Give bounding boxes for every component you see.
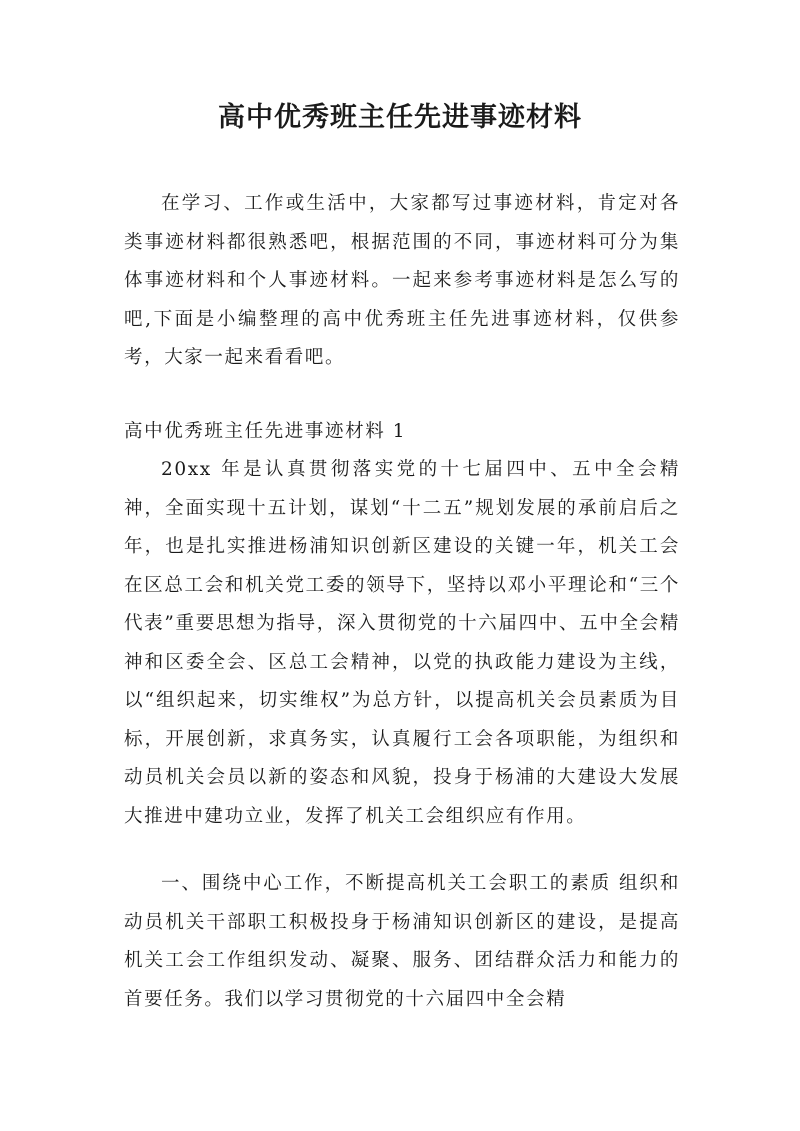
intro-paragraph: 在学习、工作或生活中，大家都写过事迹材料，肯定对各类事迹材料都很熟悉吧，根据范围的不同，事迹材料可分为集体事迹材料和个人事迹材料。一起来参考事迹材料是怎么写的吧,下面是小编整理的高中优秀班主任先进事迹材料，仅供参考，大家一起来看看吧。 bbox=[124, 193, 680, 368]
document-title: 高中优秀班主任先进事迹材料 bbox=[218, 102, 582, 133]
body-paragraph-2: 一、围绕中心工作，不断提高机关工会职工的素质 组织和动员机关干部职工积极投身于杨浦知识创新区的建设，是提高机关工会工作组织发动、凝聚、服务、团结群众活力和能力的首要任务。我们以学习贯彻党的十六届四中全会精 bbox=[124, 873, 680, 1010]
body-paragraph-1: 20xx 年是认真贯彻落实党的十七届四中、五中全会精神，全面实现十五计划，谋划“十二五”规划发展的承前启后之年，也是扎实推进杨浦知识创新区建设的关键一年，机关工会在区总工会和机关党工委的领导下，坚持以邓小平理论和“三个代表”重要思想为指导，深入贯彻党的十六届四中、五中全会精神和区委全会、区总工会精神，以党的执政能力建设为主线，以“组织起来，切实维权”为总方针，以提高机关会员素质为目标，开展创新，求真务实，认真履行工会各项职能，为组织和动员机关会员以新的姿态和风貌，投身于杨浦的大建设大发展大推进中建功立业，发挥了机关工会组织应有作用。 bbox=[124, 459, 680, 827]
section-heading: 高中优秀班主任先进事迹材料 1 bbox=[124, 421, 407, 442]
